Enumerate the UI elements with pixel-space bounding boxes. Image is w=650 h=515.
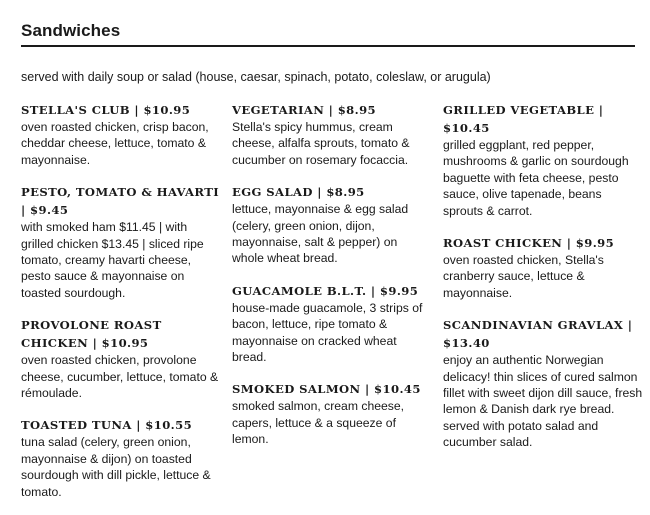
menu-item-description: enjoy an authentic Norwegian delicacy! thin slices of cured salmon fillet with sweet dijon dill sauce, fresh lemon & Danish dark rye bread. served with potato salad and cucumber salad. [443,353,643,450]
menu-column-2 [232,101,432,463]
menu-item-name: SCANDINAVIAN GRAVLAX | $13.40 [443,318,633,351]
menu-item [232,380,432,447]
section-intro: served with daily soup or salad (house, caesar, spinach, potato, coleslaw, or arugula) [21,70,491,84]
menu-item-description: tuna salad (celery, green onion, mayonnaise & dijon) on toasted sourdough with dill pickle, lettuce & tomato. [21,435,211,499]
menu-item [21,416,221,500]
menu-item-description: house-made guacamole, 3 strips of bacon, lettuce, ripe tomato & mayonnaise on cracked wheat bread. [232,300,423,365]
menu-item-name: PROVOLONE ROAST CHICKEN | $10.95 [21,318,162,351]
menu-item [443,101,643,219]
menu-item-description: oven roasted chicken, crisp bacon, cheddar cheese, lettuce, tomato & mayonnaise. [21,120,209,167]
menu-item [232,101,432,168]
menu-item-description: grilled eggplant, red pepper, mushrooms & garlic on sourdough baguette with feta cheese, pesto sauce, olive tapenade, beans sprouts & carrot. [443,138,629,218]
menu-item [232,282,432,366]
menu-item-name: EGG SALAD | $8.95 [232,185,365,200]
title-divider [21,45,635,47]
menu-item [21,101,221,168]
menu-item-description: with smoked ham $11.45 | with grilled chicken $13.45 | sliced ripe tomato, creamy havarti cheese, pesto sauce & mayonnaise on toasted sourdough. [21,220,204,300]
menu-item-name: GRILLED VEGETABLE | $10.45 [443,103,604,135]
menu-item [443,316,643,450]
menu-item-name: PESTO, TOMATO & HAVARTI | $9.45 [21,185,220,218]
menu-item-name: ROAST CHICKEN | $9.95 [443,236,615,251]
menu-item-description: smoked salmon, cream cheese, capers, lettuce & a squeeze of lemon. [232,399,405,447]
menu-item-name: STELLA'S CLUB | $10.95 [21,103,191,117]
menu-column-1 [21,101,221,515]
menu-item-description: lettuce, mayonnaise & egg salad (celery, green onion, dijon, mayonnaise, salt & pepper) on whole wheat bread. [232,202,409,266]
menu-item-name: GUACAMOLE B.L.T. | $9.95 [232,283,419,298]
menu-item-name: TOASTED TUNA | $10.55 [21,418,193,433]
menu-item [21,183,221,301]
menu-item-name: VEGETARIAN | $8.95 [232,103,377,117]
section-title: Sandwiches [21,21,121,40]
menu-item [443,234,643,301]
menu-item [21,316,221,401]
menu-item-name: SMOKED SALMON | $10.45 [232,382,421,397]
menu-column-3 [443,101,643,466]
menu-item-description: oven roasted chicken, provolone cheese, cucumber, lettuce, tomato & rémoulade. [21,353,219,401]
menu-item-description: oven roasted chicken, Stella's cranberry sauce, lettuce & mayonnaise. [443,253,604,300]
menu-item [232,183,432,267]
menu-item-description: Stella's spicy hummus, cream cheese, alfalfa sprouts, tomato & cucumber on rosemary focaccia. [232,120,410,167]
